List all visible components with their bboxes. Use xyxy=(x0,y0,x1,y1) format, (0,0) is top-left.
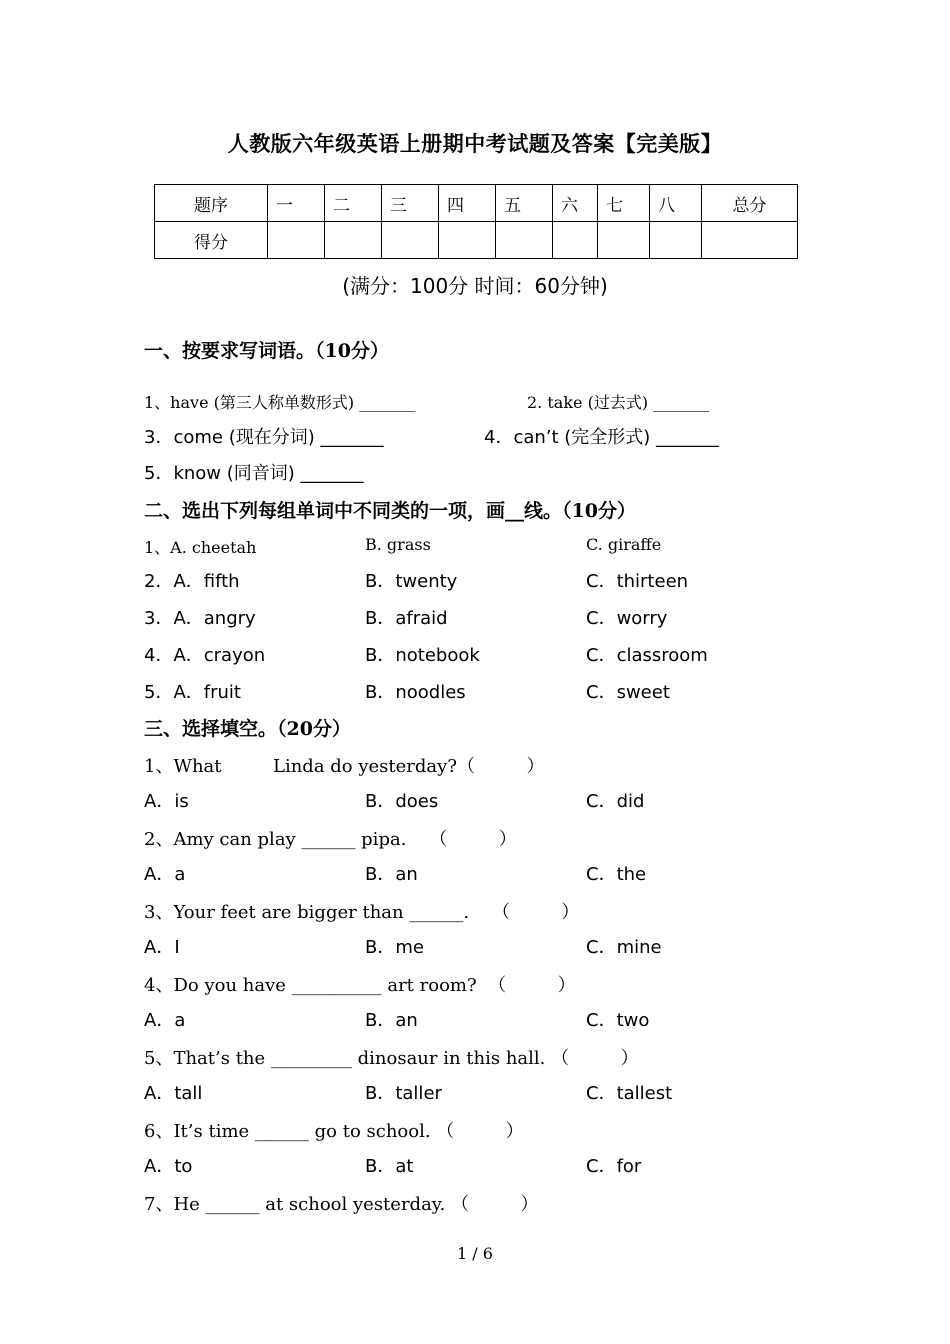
row-label: 得分 xyxy=(155,222,268,259)
question-6-option-a: A．to xyxy=(144,1156,193,1177)
header-cell: 题序 xyxy=(155,185,268,222)
section2-row2-b: B．twenty xyxy=(365,571,458,592)
score-cell[interactable] xyxy=(268,222,325,259)
question-6-option-b: B．at xyxy=(365,1156,414,1177)
section2-row2-c: C．thirteen xyxy=(586,571,689,592)
question-7: 7、He ______ at school yesterday. （ ） xyxy=(144,1194,539,1215)
score-cell[interactable] xyxy=(439,222,496,259)
question-6-option-c: C．for xyxy=(586,1156,642,1177)
section2-row5-a: 5．A．fruit xyxy=(144,682,241,703)
header-cell: 一 xyxy=(268,185,325,222)
section2-row3-b: B．afraid xyxy=(365,608,448,629)
section2-row4-b: B．notebook xyxy=(365,645,480,666)
header-cell: 八 xyxy=(650,185,702,222)
section1-q3: 3．come (现在分词) _______ xyxy=(144,427,384,448)
section2-row1-b: B. grass xyxy=(365,535,431,554)
section2-row1-c: C. giraffe xyxy=(586,535,662,554)
question-3-option-b: B．me xyxy=(365,937,424,958)
header-cell: 三 xyxy=(382,185,439,222)
page-number: 1 / 6 xyxy=(457,1244,493,1263)
question-5-option-b: B．taller xyxy=(365,1083,442,1104)
score-cell[interactable] xyxy=(650,222,702,259)
question-5-option-a: A．tall xyxy=(144,1083,203,1104)
header-cell: 总分 xyxy=(702,185,798,222)
question-4-option-c: C．two xyxy=(586,1010,650,1031)
section2-row4-c: C．classroom xyxy=(586,645,708,666)
question-1: 1、What Linda do yesterday?（ ） xyxy=(144,756,545,777)
header-cell: 五 xyxy=(496,185,553,222)
section1-heading: 一、按要求写词语。（10分） xyxy=(144,340,389,362)
section1-q5: 5．know (同音词) _______ xyxy=(144,463,364,484)
question-3-option-c: C．mine xyxy=(586,937,662,958)
score-cell[interactable] xyxy=(382,222,439,259)
score-table-header-row xyxy=(155,185,798,222)
score-cell[interactable] xyxy=(553,222,598,259)
question-4-option-b: B．an xyxy=(365,1010,418,1031)
score-time-note: (满分：100分 时间：60分钟) xyxy=(342,274,608,298)
section2-heading xyxy=(144,496,636,523)
header-cell: 二 xyxy=(325,185,382,222)
question-2-option-a: A．a xyxy=(144,864,186,885)
section2-row3-c: C．worry xyxy=(586,608,668,629)
question-1-option-b: B．does xyxy=(365,791,439,812)
score-cell[interactable] xyxy=(496,222,553,259)
question-6: 6、It’s time ______ go to school. （ ） xyxy=(144,1121,524,1142)
section2-heading-end: 线。（10分） xyxy=(524,500,636,522)
question-4-option-a: A．a xyxy=(144,1010,186,1031)
section2-row4-a: 4．A．crayon xyxy=(144,645,266,666)
score-table-score-row xyxy=(155,222,798,259)
header-cell: 六 xyxy=(553,185,598,222)
question-1-option-c: C．did xyxy=(586,791,645,812)
score-cell[interactable] xyxy=(702,222,798,259)
header-cell: 七 xyxy=(598,185,650,222)
question-5: 5、That’s the _________ dinosaur in this hall. （ ） xyxy=(144,1048,639,1069)
section1-q2: 2. take (过去式) _______ xyxy=(527,393,710,412)
section1-q1: 1、have (第三人称单数形式) _______ xyxy=(144,393,416,412)
header-cell: 四 xyxy=(439,185,496,222)
score-cell[interactable] xyxy=(598,222,650,259)
section2-row3-a: 3．A．angry xyxy=(144,608,256,629)
score-table xyxy=(154,184,798,259)
section2-row5-c: C．sweet xyxy=(586,682,670,703)
question-3: 3、Your feet are bigger than ______. （ ） xyxy=(144,902,580,923)
section2-row2-a: 2．A．fifth xyxy=(144,571,240,592)
question-2-option-b: B．an xyxy=(365,864,418,885)
section2-heading-blank: __ xyxy=(505,500,525,522)
section2-row5-b: B．noodles xyxy=(365,682,466,703)
question-4: 4、Do you have __________ art room? （ ） xyxy=(144,975,576,996)
question-2: 2、Amy can play ______ pipa. （ ） xyxy=(144,829,517,850)
page-title: 人教版六年级英语上册期中考试题及答案【完美版】 xyxy=(227,131,723,156)
question-1-option-a: A．is xyxy=(144,791,189,812)
score-cell[interactable] xyxy=(325,222,382,259)
section3-heading: 三、选择填空。（20分） xyxy=(144,718,351,740)
section2-row1-a: 1、A. cheetah xyxy=(144,538,257,557)
section2-heading-text: 二、选出下列每组单词中不同类的一项，画 xyxy=(144,500,506,522)
question-2-option-c: C．the xyxy=(586,864,647,885)
question-5-option-c: C．tallest xyxy=(586,1083,673,1104)
section1-q4: 4．can’t (完全形式) _______ xyxy=(484,427,720,448)
question-3-option-a: A．I xyxy=(144,937,180,958)
